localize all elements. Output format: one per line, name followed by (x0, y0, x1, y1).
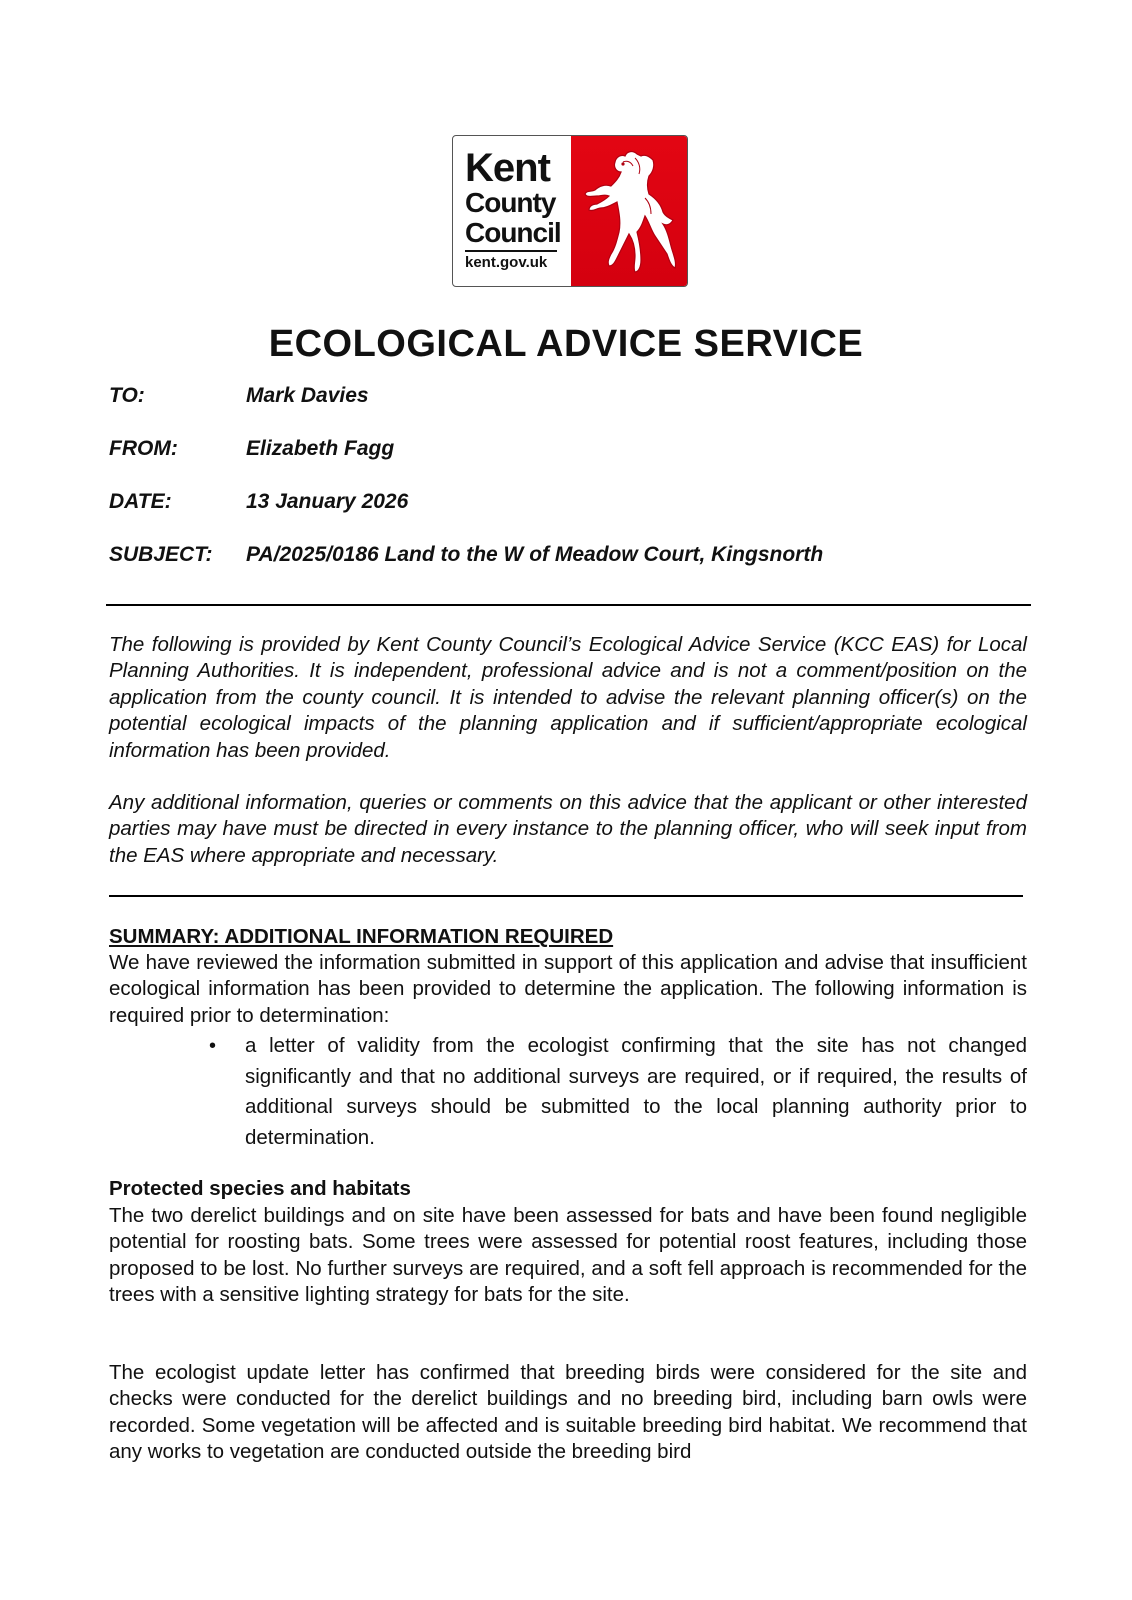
memo-date-label: DATE: (109, 490, 172, 513)
intro-paragraph-2: Any additional information, queries or comments on this advice that the applicant or other interested parties may have must be directed in every instance to the planning officer, who will seek input from the EAS where appropriate and necessary. (109, 791, 1027, 867)
summary-heading: SUMMARY: ADDITIONAL INFORMATION REQUIRED (109, 925, 614, 948)
memo-from-label: FROM: (109, 437, 178, 460)
memo-date-value: 13 January 2026 (246, 490, 409, 513)
protected-species-heading: Protected species and habitats (109, 1177, 411, 1200)
protected-species-paragraph-1: The two derelict buildings and on site have been assessed for bats and have been found negligible potential for roosting bats. Some trees were assessed for potential roost features, including those proposed to be lost. No further surveys are required, and a soft fell approach is recommended for the trees with a sensitive lighting strategy for bats for the site. (109, 1204, 1027, 1307)
page-title: ECOLOGICAL ADVICE SERVICE (268, 323, 864, 365)
logo-url: kent.gov.uk (465, 254, 548, 271)
logo-wordmark (453, 136, 571, 286)
summary-text: We have reviewed the information submitted in support of this application and advise that insufficient ecological information has been provided to determine the application. The following information is required prior to determination: (109, 951, 1027, 1027)
memo-subject-label: SUBJECT: (109, 543, 213, 566)
intro-divider (109, 895, 1023, 897)
bullet-icon: • (209, 1035, 217, 1057)
memo-to-label: TO: (109, 384, 145, 407)
logo-red-panel (571, 136, 687, 286)
kcc-logo (452, 135, 688, 287)
rampant-horse-icon (575, 142, 683, 280)
memo-to-value: Mark Davies (246, 384, 369, 407)
memo-from-value: Elizabeth Fagg (246, 437, 395, 460)
logo-divider (465, 250, 557, 252)
header-divider (106, 604, 1031, 606)
logo-line-kent: Kent (465, 146, 550, 190)
memo-subject-value: PA/2025/0186 Land to the W of Meadow Court, Kingsnorth (246, 543, 824, 566)
protected-species-paragraph-2: The ecologist update letter has confirmed that breeding birds were considered for the site and checks were conducted for the derelict buildings and no breeding bird, including barn owls were recorded. Some vegetation will be affected and is suitable breeding bird habitat. We recommend that any works to vegetation are conducted outside the breeding bird (109, 1361, 1027, 1464)
logo-line-county: County (465, 187, 556, 218)
intro-paragraph-1: The following is provided by Kent County Council’s Ecological Advice Service (KCC EAS) for Local Planning Authorities. It is independent, professional advice and is not a comment/position on the application from the county council. It is intended to advise the relevant planning officer(s) on the potential ecological impacts of the planning application and if sufficient/appropriate ecological information has been provided. (109, 633, 1027, 762)
summary-bullet-item: a letter of validity from the ecologist confirming that the site has not changed significantly and that no additional surveys are required, or if required, the results of additional surveys should be submitted to the local planning authority prior to determination. (245, 1034, 1027, 1149)
logo-line-council: Council (465, 217, 561, 248)
